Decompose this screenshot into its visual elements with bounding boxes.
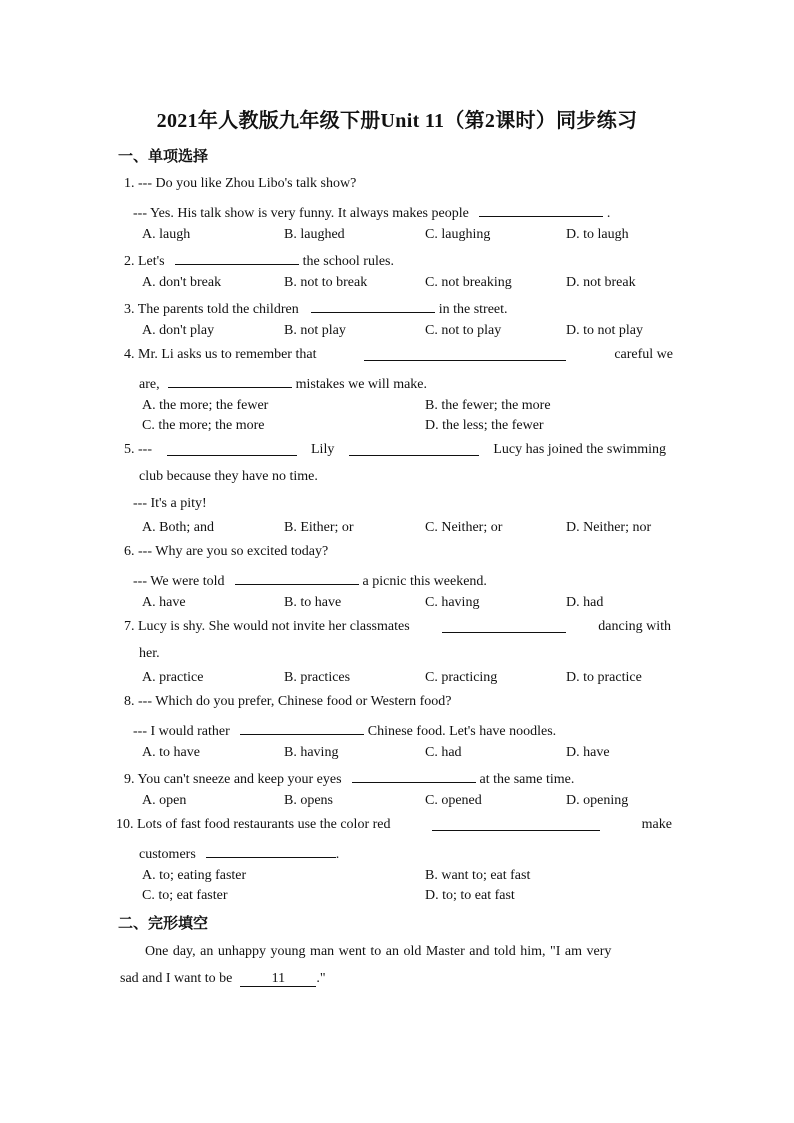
question-7-option-a[interactable]: A. practice [142,670,204,685]
cloze-blank-number: 11 [271,971,286,986]
question-6-text-b: a picnic this weekend. [362,574,487,589]
question-1-answer-line [133,202,610,223]
question-9-option-b[interactable]: B. opens [284,793,333,808]
question-7-option-d[interactable]: D. to practice [566,670,642,685]
question-10-option-c[interactable]: C. to; eat faster [142,888,228,903]
question-4-line-1 [124,346,673,364]
question-4-option-c[interactable]: C. the more; the more [142,418,265,433]
cloze-line-2 [120,970,326,988]
question-3-text-a: 3. The parents told the children [124,302,299,317]
question-3-blank[interactable] [311,298,435,313]
question-8-stem: 8. --- Which do you prefer, Chinese food or Western food? [124,694,452,709]
question-8-option-d[interactable]: D. have [566,745,610,760]
question-5-line-3: --- It's a pity! [133,496,207,511]
question-10-blank-1[interactable] [432,816,600,831]
question-10-text-a: 10. Lots of fast food restaurants use the color red [116,817,391,832]
question-3-option-a[interactable]: A. don't play [142,323,215,338]
question-5-blank-1[interactable] [167,441,297,456]
question-5-option-a[interactable]: A. Both; and [142,520,214,535]
question-4-text-d: mistakes we will make. [295,377,428,392]
cloze-blank-11[interactable] [240,970,316,987]
question-2-option-d[interactable]: D. not break [566,275,636,290]
question-8-blank[interactable] [240,720,364,735]
question-1-period: . [606,206,611,221]
question-4-option-a[interactable]: A. the more; the fewer [142,398,269,413]
question-1-blank[interactable] [479,202,603,217]
question-5-line-1 [124,441,666,459]
question-9-option-c[interactable]: C. opened [425,793,482,808]
question-6-answer-line [133,570,487,591]
question-10-option-a[interactable]: A. to; eating faster [142,868,247,883]
question-3-option-d[interactable]: D. to not play [566,323,643,338]
question-10-line-2 [139,843,339,864]
question-5-blank-2[interactable] [349,441,479,456]
question-9-blank[interactable] [352,768,476,783]
question-8-option-b[interactable]: B. having [284,745,339,760]
question-6-option-c[interactable]: C. having [425,595,480,610]
section-heading-cloze: 二、完形填空 [118,916,209,932]
question-5-option-d[interactable]: D. Neither; nor [566,520,652,535]
question-6-option-a[interactable]: A. have [142,595,186,610]
question-6-blank[interactable] [235,570,359,585]
question-10-text-c: customers [139,847,196,862]
question-10-blank-2[interactable] [206,843,336,858]
question-7-blank[interactable] [442,618,566,633]
question-2-text-a: 2. Let's [124,254,165,269]
question-4-blank-2[interactable] [168,373,292,388]
question-10-text-d: . [335,847,340,862]
question-5-text-c: Lucy has joined the swimming [493,442,666,457]
question-4-text-b: careful we [614,347,673,362]
question-8-answer-line [133,720,556,741]
question-4-line-2 [139,373,427,394]
cloze-text-2a: sad and I want to be [120,971,233,986]
page-title: 2021年人教版九年级下册Unit 11（第2课时）同步练习 [156,110,638,132]
question-2-option-a[interactable]: A. don't break [142,275,222,290]
question-6-option-d[interactable]: D. had [566,595,604,610]
question-1-option-b[interactable]: B. laughed [284,227,345,242]
question-7-line-1 [124,618,671,636]
question-2-line [124,250,394,271]
question-9-option-a[interactable]: A. open [142,793,187,808]
question-8-text-a: --- I would rather [133,724,230,739]
question-5-text-b: Lily [311,442,335,457]
question-3-option-b[interactable]: B. not play [284,323,346,338]
question-10-option-d[interactable]: D. to; to eat fast [425,888,515,903]
question-8-option-a[interactable]: A. to have [142,745,200,760]
question-1-stem: 1. --- Do you like Zhou Libo's talk show? [124,176,357,191]
question-2-option-b[interactable]: B. not to break [284,275,368,290]
question-7-line-2: her. [139,646,160,661]
question-8-text-b: Chinese food. Let's have noodles. [367,724,557,739]
question-10-option-b[interactable]: B. want to; eat fast [425,868,531,883]
question-1-option-d[interactable]: D. to laugh [566,227,629,242]
question-4-option-b[interactable]: B. the fewer; the more [425,398,551,413]
question-7-option-c[interactable]: C. practicing [425,670,498,685]
question-10-line-1 [116,816,672,834]
question-7-option-b[interactable]: B. practices [284,670,351,685]
question-3-line [124,298,508,319]
question-1-option-c[interactable]: C. laughing [425,227,491,242]
question-1-option-a[interactable]: A. laugh [142,227,191,242]
question-5-option-c[interactable]: C. Neither; or [425,520,503,535]
question-2-option-c[interactable]: C. not breaking [425,275,512,290]
question-4-blank-1[interactable] [364,346,566,361]
question-9-line [124,768,574,789]
question-7-text-a: 7. Lucy is shy. She would not invite her classmates [124,619,410,634]
section-heading-multiple-choice: 一、单项选择 [118,149,209,165]
question-8-option-c[interactable]: C. had [425,745,462,760]
cloze-text-2b: ." [316,971,326,986]
question-4-text-a: 4. Mr. Li asks us to remember that [124,347,317,362]
question-4-text-c: are, [139,377,160,392]
question-9-text-a: 9. You can't sneeze and keep your eyes [124,772,342,787]
question-6-option-b[interactable]: B. to have [284,595,342,610]
question-6-stem: 6. --- Why are you so excited today? [124,544,329,559]
question-6-text-a: --- We were told [133,574,225,589]
question-5-line-2: club because they have no time. [139,469,318,484]
question-5-option-b[interactable]: B. Either; or [284,520,354,535]
question-3-text-b: in the street. [438,302,508,317]
question-1-text: --- Yes. His talk show is very funny. It always makes people [133,206,469,221]
question-9-option-d[interactable]: D. opening [566,793,629,808]
cloze-text-1: One day, an unhappy young man went to an old Master and told him, "I am very [145,944,612,959]
question-3-option-c[interactable]: C. not to play [425,323,502,338]
question-10-text-b: make [641,817,672,832]
question-5-text-a: 5. --- [124,442,152,457]
question-2-blank[interactable] [175,250,299,265]
question-2-text-b: the school rules. [302,254,395,269]
question-4-option-d[interactable]: D. the less; the fewer [425,418,544,433]
cloze-line-1 [145,943,672,961]
question-9-text-b: at the same time. [479,772,575,787]
question-7-text-b: dancing with [598,619,671,634]
